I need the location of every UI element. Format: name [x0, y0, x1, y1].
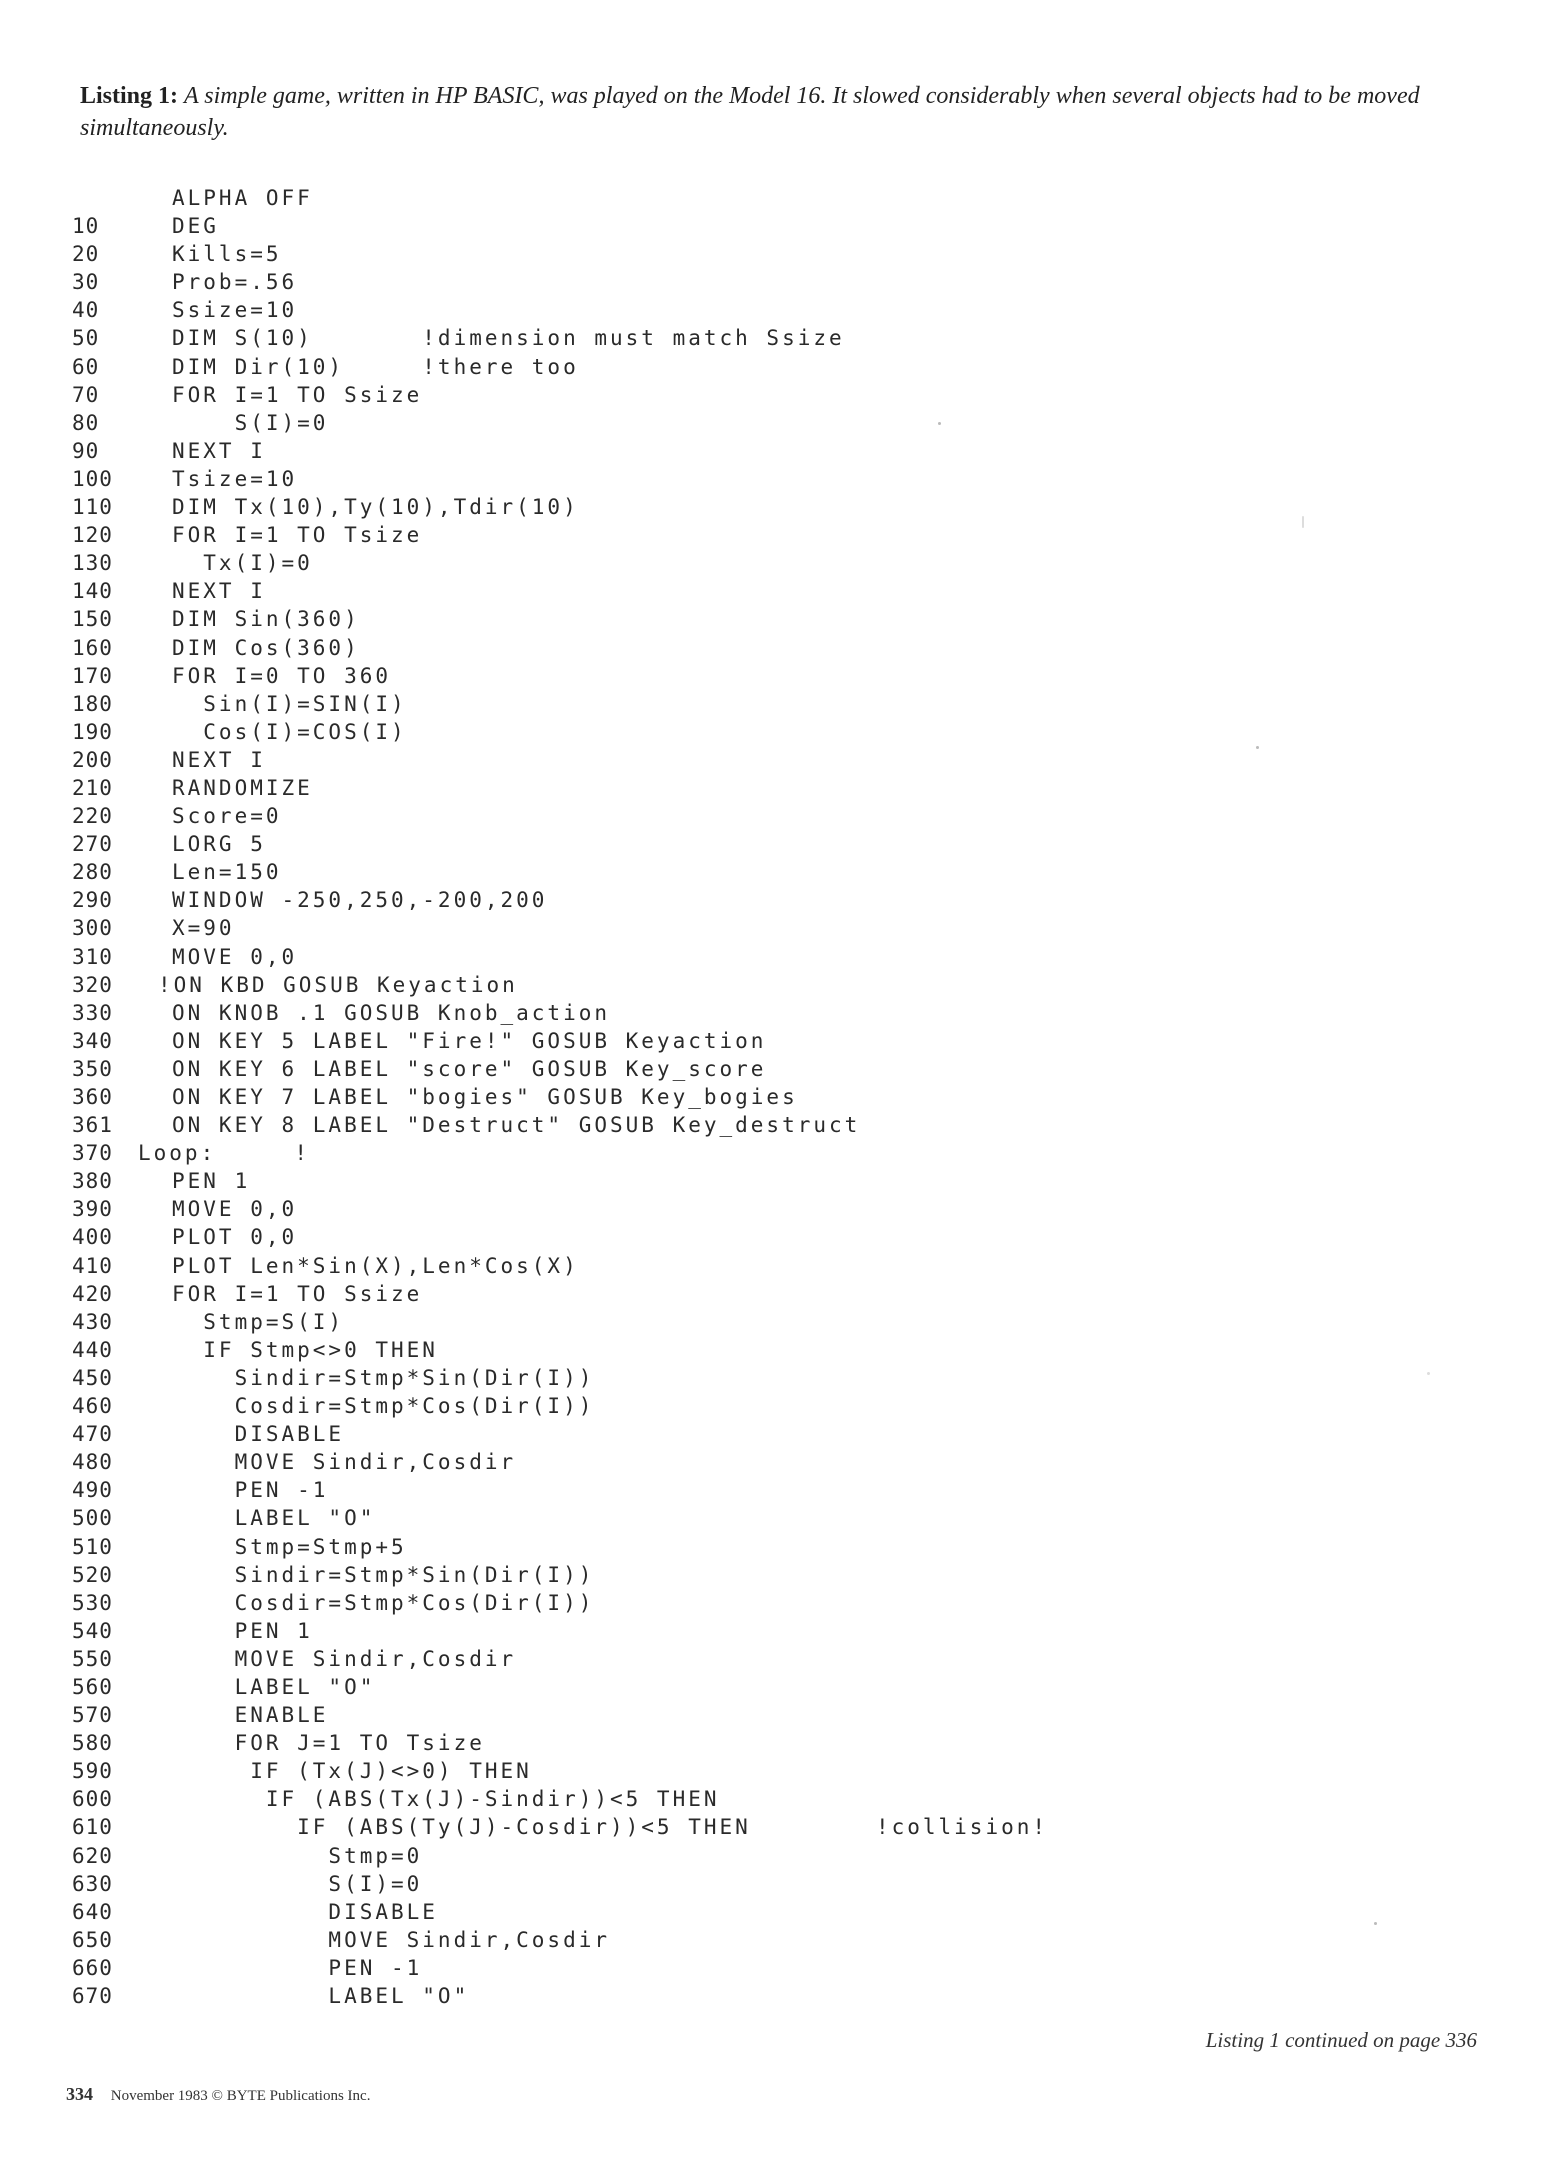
line-number: 20 — [72, 242, 100, 267]
line-number: 200 — [72, 747, 113, 772]
continued-note: Listing 1 continued on page 336 — [1205, 2028, 1477, 2052]
code-line — [72, 493, 1372, 521]
line-number: 120 — [72, 523, 113, 548]
line-number: 560 — [72, 1674, 113, 1699]
line-number: 640 — [72, 1899, 113, 1924]
code-statement: Stmp=0 — [172, 1843, 423, 1868]
code-statement: Cosdir=Stmp*Cos(Dir(I)) — [172, 1590, 595, 1615]
line-number: 30 — [72, 270, 100, 295]
code-line — [72, 1223, 1372, 1251]
code-line — [72, 1533, 1372, 1561]
code-line — [72, 1982, 1372, 2010]
line-number: 40 — [72, 298, 100, 323]
code-statement: DIM Dir(10) !there too — [172, 354, 579, 379]
page-footer — [66, 2084, 370, 2105]
line-number: 50 — [72, 326, 100, 351]
line-number: 90 — [72, 438, 100, 463]
code-line — [72, 1729, 1372, 1757]
code-line — [72, 858, 1372, 886]
line-number: 130 — [72, 551, 113, 576]
code-statement: !ON KBD GOSUB Keyaction — [158, 972, 518, 997]
code-line — [72, 1813, 1372, 1841]
line-number: 190 — [72, 719, 113, 744]
code-statement: PEN 1 — [172, 1618, 313, 1643]
code-statement: NEXT I — [172, 438, 266, 463]
code-statement: Prob=.56 — [172, 270, 298, 295]
code-line — [72, 268, 1372, 296]
line-number: 500 — [72, 1506, 113, 1531]
code-statement: LABEL "O" — [172, 1674, 376, 1699]
line-number: 290 — [72, 888, 113, 913]
code-line — [72, 353, 1372, 381]
line-number: 480 — [72, 1450, 113, 1475]
code-line — [72, 296, 1372, 324]
line-number: 420 — [72, 1281, 113, 1306]
code-statement: MOVE Sindir,Cosdir — [172, 1927, 611, 1952]
code-line — [72, 240, 1372, 268]
code-statement: Sindir=Stmp*Sin(Dir(I)) — [172, 1365, 595, 1390]
line-number: 140 — [72, 579, 113, 604]
code-statement: Sindir=Stmp*Sin(Dir(I)) — [172, 1562, 595, 1587]
code-statement: LABEL "O" — [172, 1506, 376, 1531]
line-number: 520 — [72, 1562, 113, 1587]
code-statement: DIM S(10) !dimension must match Ssize — [172, 326, 845, 351]
line-number: 60 — [72, 354, 100, 379]
line-number: 430 — [72, 1309, 113, 1334]
listing-caption — [80, 80, 1490, 144]
code-statement: PEN -1 — [172, 1478, 329, 1503]
code-statement: IF Stmp<>0 THEN — [172, 1337, 438, 1362]
code-statement: DIM Sin(360) — [172, 607, 360, 632]
code-line — [72, 999, 1372, 1027]
code-line — [72, 1252, 1372, 1280]
line-number: 70 — [72, 382, 100, 407]
code-statement: Stmp=S(I) — [172, 1309, 345, 1334]
caption-text: A simple game, written in HP BASIC, was played on the Model 16. It slowed considerably when several objects had to be moved simultaneously. — [80, 83, 1420, 141]
code-statement: IF (Tx(J)<>0) THEN — [172, 1759, 532, 1784]
code-line — [72, 1926, 1372, 1954]
page-number: 334 — [66, 2084, 93, 2104]
code-line — [72, 1448, 1372, 1476]
code-statement: FOR I=1 TO Ssize — [172, 382, 423, 407]
code-line — [72, 521, 1372, 549]
code-statement: ON KEY 5 LABEL "Fire!" GOSUB Keyaction — [172, 1028, 767, 1053]
line-number: 470 — [72, 1422, 113, 1447]
code-line — [72, 437, 1372, 465]
code-line — [72, 971, 1372, 999]
code-line — [72, 605, 1372, 633]
line-number: 310 — [72, 944, 113, 969]
code-line — [72, 1476, 1372, 1504]
code-statement: Cosdir=Stmp*Cos(Dir(I)) — [172, 1394, 595, 1419]
line-number: 370 — [72, 1141, 113, 1166]
code-statement: LABEL "O" — [172, 1984, 470, 2008]
code-statement: PEN -1 — [172, 1955, 423, 1980]
code-line — [72, 1701, 1372, 1729]
line-number: 570 — [72, 1703, 113, 1728]
code-line — [72, 1280, 1372, 1308]
code-line — [72, 718, 1372, 746]
code-line — [72, 1757, 1372, 1785]
line-number: 280 — [72, 860, 113, 885]
code-statement: Len=150 — [172, 860, 282, 885]
line-number: 160 — [72, 635, 113, 660]
code-line — [72, 774, 1372, 802]
scan-speck — [1374, 1922, 1377, 1925]
code-statement: Loop: ! — [138, 1141, 311, 1166]
code-line — [72, 1111, 1372, 1139]
code-statement: ALPHA OFF — [172, 186, 313, 210]
code-statement: X=90 — [172, 916, 235, 941]
line-number: 600 — [72, 1787, 113, 1812]
code-line — [72, 690, 1372, 718]
code-line — [72, 1785, 1372, 1813]
scan-speck — [1256, 746, 1259, 749]
code-line — [72, 1195, 1372, 1223]
code-line — [72, 1673, 1372, 1701]
line-number: 210 — [72, 775, 113, 800]
line-number: 630 — [72, 1871, 113, 1896]
footer-credit: November 1983 © BYTE Publications Inc. — [110, 2088, 371, 2104]
code-line — [72, 409, 1372, 437]
line-number: 550 — [72, 1646, 113, 1671]
line-number: 170 — [72, 663, 113, 688]
code-line — [72, 1842, 1372, 1870]
code-statement: FOR I=1 TO Ssize — [172, 1281, 423, 1306]
code-statement: MOVE Sindir,Cosdir — [172, 1646, 517, 1671]
line-number: 390 — [72, 1197, 113, 1222]
code-statement: PLOT 0,0 — [172, 1225, 298, 1250]
code-statement: DISABLE — [172, 1899, 438, 1924]
line-number: 670 — [72, 1984, 113, 2008]
code-statement: Ssize=10 — [172, 298, 298, 323]
code-statement: FOR I=0 TO 360 — [172, 663, 392, 688]
line-number: 330 — [72, 1000, 113, 1025]
code-line — [72, 914, 1372, 942]
line-number: 620 — [72, 1843, 113, 1868]
line-number: 300 — [72, 916, 113, 941]
line-number: 110 — [72, 495, 113, 520]
code-statement: DISABLE — [172, 1422, 345, 1447]
line-number: 80 — [72, 410, 100, 435]
code-statement: Sin(I)=SIN(I) — [172, 691, 407, 716]
line-number: 10 — [72, 214, 100, 239]
scan-speck — [938, 422, 941, 425]
code-statement: MOVE Sindir,Cosdir — [172, 1450, 517, 1475]
code-statement: Tsize=10 — [172, 466, 298, 491]
code-statement: MOVE 0,0 — [172, 944, 298, 969]
line-number: 361 — [72, 1113, 113, 1138]
line-number: 400 — [72, 1225, 113, 1250]
code-line — [72, 1898, 1372, 1926]
line-number: 440 — [72, 1337, 113, 1362]
code-line — [72, 381, 1372, 409]
code-line — [72, 1617, 1372, 1645]
code-line — [72, 1364, 1372, 1392]
line-number: 460 — [72, 1394, 113, 1419]
code-statement: FOR J=1 TO Tsize — [172, 1731, 485, 1756]
code-line — [72, 1870, 1372, 1898]
line-number: 180 — [72, 691, 113, 716]
code-line — [72, 465, 1372, 493]
code-statement: ON KNOB .1 GOSUB Knob_action — [172, 1000, 611, 1025]
code-line — [72, 1954, 1372, 1982]
code-statement: ENABLE — [172, 1703, 329, 1728]
code-statement: DIM Cos(360) — [172, 635, 360, 660]
line-number: 510 — [72, 1534, 113, 1559]
line-number: 450 — [72, 1365, 113, 1390]
code-statement: ON KEY 7 LABEL "bogies" GOSUB Key_bogies — [172, 1085, 798, 1109]
code-line — [72, 1027, 1372, 1055]
code-statement: PLOT Len*Sin(X),Len*Cos(X) — [172, 1253, 579, 1278]
line-number: 580 — [72, 1731, 113, 1756]
code-line — [72, 1561, 1372, 1589]
code-statement: Score=0 — [172, 804, 282, 829]
code-statement: DIM Tx(10),Ty(10),Tdir(10) — [172, 495, 579, 520]
code-statement: IF (ABS(Ty(J)-Cosdir))<5 THEN !collision! — [172, 1815, 1049, 1840]
code-line — [72, 830, 1372, 858]
code-line — [72, 324, 1372, 352]
code-line — [72, 1308, 1372, 1336]
line-number: 100 — [72, 466, 113, 491]
code-statement: IF (ABS(Tx(J)-Sindir))<5 THEN — [172, 1787, 720, 1812]
code-line — [72, 1336, 1372, 1364]
line-number: 320 — [72, 972, 113, 997]
code-statement: Cos(I)=COS(I) — [172, 719, 407, 744]
line-number: 540 — [72, 1618, 113, 1643]
code-statement: Stmp=Stmp+5 — [172, 1534, 407, 1559]
code-statement: RANDOMIZE — [172, 775, 313, 800]
code-line — [72, 549, 1372, 577]
code-line — [72, 184, 1372, 212]
line-number: 530 — [72, 1590, 113, 1615]
line-number: 270 — [72, 832, 113, 857]
caption-label: Listing 1: — [80, 83, 179, 109]
code-line — [72, 943, 1372, 971]
line-number: 350 — [72, 1056, 113, 1081]
code-line — [72, 1589, 1372, 1617]
line-number: 380 — [72, 1169, 113, 1194]
code-line — [72, 1420, 1372, 1448]
code-line — [72, 662, 1372, 690]
code-listing — [72, 184, 1372, 2010]
code-line — [72, 1139, 1372, 1167]
line-number: 360 — [72, 1085, 113, 1109]
line-number: 150 — [72, 607, 113, 632]
code-line — [72, 886, 1372, 914]
code-line — [72, 802, 1372, 830]
code-line — [72, 1645, 1372, 1673]
code-statement: NEXT I — [172, 747, 266, 772]
code-statement: Tx(I)=0 — [172, 551, 313, 576]
code-statement: FOR I=1 TO Tsize — [172, 523, 423, 548]
code-line — [72, 212, 1372, 240]
scan-speck — [1427, 1372, 1430, 1375]
line-number: 660 — [72, 1955, 113, 1980]
code-statement: Kills=5 — [172, 242, 282, 267]
code-statement: ON KEY 8 LABEL "Destruct" GOSUB Key_destruct — [172, 1113, 861, 1138]
code-statement: WINDOW -250,250,-200,200 — [172, 888, 548, 913]
code-statement: NEXT I — [172, 579, 266, 604]
code-statement: MOVE 0,0 — [172, 1197, 298, 1222]
code-statement: LORG 5 — [172, 832, 266, 857]
line-number: 220 — [72, 804, 113, 829]
code-statement: PEN 1 — [172, 1169, 251, 1194]
code-statement: DEG — [172, 214, 219, 239]
code-line — [72, 746, 1372, 774]
code-line — [72, 577, 1372, 605]
scan-speck — [1302, 516, 1304, 528]
code-line — [72, 1055, 1372, 1083]
code-line — [72, 1504, 1372, 1532]
line-number: 490 — [72, 1478, 113, 1503]
line-number: 650 — [72, 1927, 113, 1952]
line-number: 610 — [72, 1815, 113, 1840]
code-line — [72, 1083, 1372, 1111]
code-line — [72, 634, 1372, 662]
code-line — [72, 1392, 1372, 1420]
code-statement: S(I)=0 — [172, 1871, 423, 1896]
code-statement: S(I)=0 — [172, 410, 329, 435]
code-line — [72, 1167, 1372, 1195]
line-number: 340 — [72, 1028, 113, 1053]
line-number: 590 — [72, 1759, 113, 1784]
code-statement: ON KEY 6 LABEL "score" GOSUB Key_score — [172, 1056, 767, 1081]
line-number: 410 — [72, 1253, 113, 1278]
